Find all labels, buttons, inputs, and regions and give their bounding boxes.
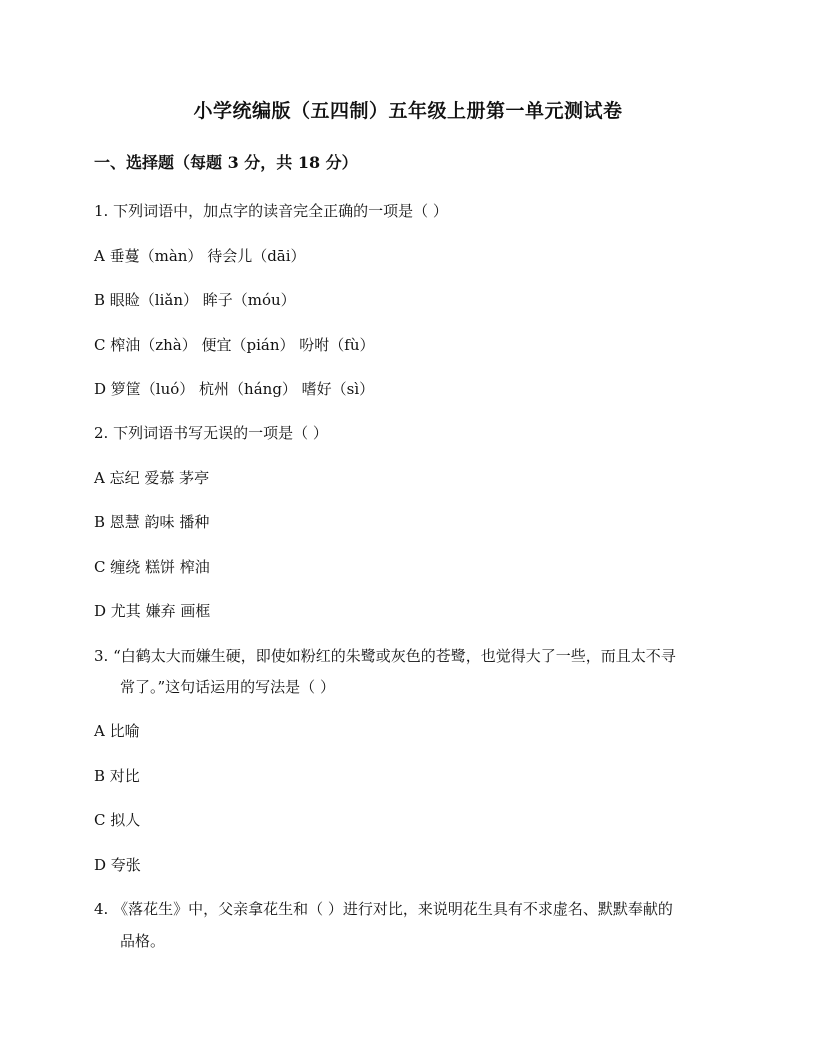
question-3-stem-continued: 常了。”这句话运用的写法是（ ）: [120, 678, 335, 696]
question-2-option-a: A 忘纪 爱慕 茅亭: [94, 469, 210, 487]
question-1-stem: 1. 下列词语中，加点字的读音完全正确的一项是（ ）: [94, 202, 448, 220]
question-2-option-d: D 尤其 嫌弃 画框: [94, 602, 211, 620]
question-2-stem: 2. 下列词语书写无误的一项是（ ）: [94, 424, 328, 442]
question-3-option-a: A 比喻: [94, 722, 140, 740]
section-heading: 一、选择题（每题 3 分，共 18 分）: [94, 153, 358, 172]
question-3-option-d: D 夸张: [94, 856, 141, 874]
question-2-option-b: B 恩慧 韵味 播种: [94, 513, 210, 531]
question-1-option-a: A 垂蔓（màn） 待会儿（dāi）: [94, 247, 306, 265]
question-2-option-c: C 缠绕 糕饼 榨油: [94, 558, 210, 576]
question-3-option-c: C 拟人: [94, 811, 141, 829]
question-1-option-d: D 箩筐（luó） 杭州（háng） 嗜好（sì）: [94, 380, 375, 398]
question-3-stem: 3. “白鹤太大而嫌生硬，即使如粉红的朱鹭或灰色的苍鹭，也觉得大了一些，而且太不寻: [94, 647, 676, 665]
question-3-option-b: B 对比: [94, 767, 140, 785]
question-1-option-c: C 榨油（zhà） 便宜（pián） 吩咐（fù）: [94, 336, 375, 354]
question-4-stem-continued: 品格。: [120, 932, 166, 950]
question-1-option-b: B 眼睑（liǎn） 眸子（móu）: [94, 291, 296, 309]
page-title: 小学统编版（五四制）五年级上册第一单元测试卷: [193, 100, 623, 122]
question-4-stem: 4. 《落花生》中，父亲拿花生和（ ）进行对比，来说明花生具有不求虚名、默默奉献的: [94, 900, 673, 918]
